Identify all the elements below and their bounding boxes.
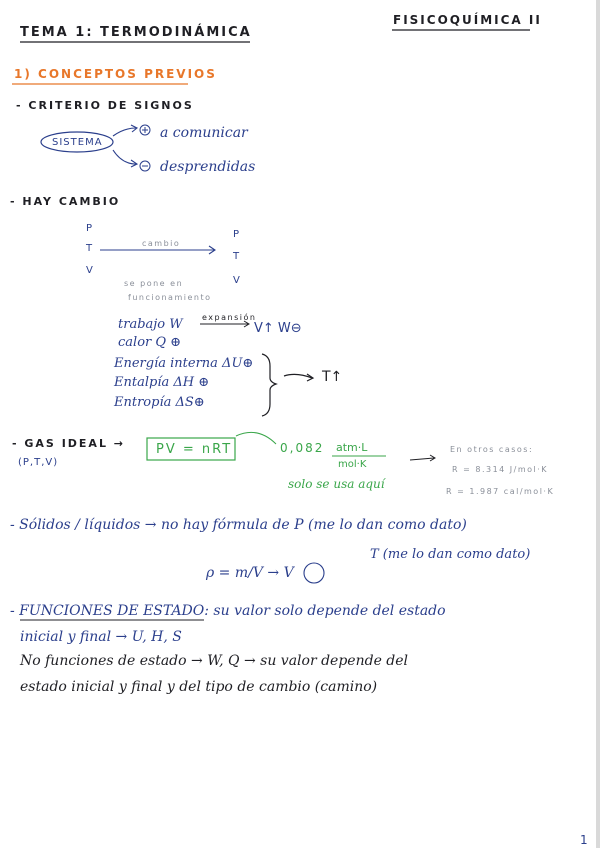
r-units-den: mol·K <box>338 459 367 470</box>
brace <box>262 354 276 416</box>
other-line3: R = 1.987 cal/mol·K <box>446 487 555 496</box>
minus-text: desprendidas <box>160 159 256 175</box>
criterio-label: - CRITERIO DE SIGNOS <box>16 99 194 112</box>
solidos-text: - Sólidos / líquidos → no hay fórmula de P (me lo dan como dato) <box>10 517 467 533</box>
solidos-t-line: T (me lo dan como dato) <box>370 547 531 562</box>
other-line1: En otros casos: <box>450 445 534 454</box>
var-right-p: P <box>233 229 241 240</box>
page-edge <box>596 0 600 848</box>
subject-title: FISICOQUÍMICA II <box>393 13 542 27</box>
arrow-minus <box>113 150 136 164</box>
note-line1: se pone en <box>124 279 184 288</box>
sistema-outline <box>41 132 113 152</box>
gas-label: - GAS IDEAL → <box>12 437 125 450</box>
note-line2: funcionamiento <box>128 293 212 302</box>
sistema-label: SISTEMA <box>52 137 103 148</box>
calor-text: calor Q ⊕ <box>118 335 182 350</box>
r-value: 0,082 <box>280 441 325 455</box>
v-circle <box>304 563 324 583</box>
funciones-line2: inicial y final → U, H, S <box>20 629 182 645</box>
page-number: 1 <box>580 833 588 847</box>
funciones-line1: - FUNCIONES DE ESTADO: su valor solo depende del estado <box>10 603 446 619</box>
solo-text: solo se usa aquí <box>288 477 385 491</box>
energia-text: Energía interna ΔU⊕ <box>114 356 254 371</box>
funciones-line4: estado inicial y final y del tipo de cambio (camino) <box>20 679 378 695</box>
var-left-v: V <box>86 265 94 276</box>
funciones-line3: No funciones de estado → W, Q → su valor depende del <box>20 653 409 669</box>
var-left-t: T <box>86 243 94 254</box>
cambio-label: - HAY CAMBIO <box>10 195 121 208</box>
page-title: TEMA 1: TERMODINÁMICA <box>20 25 252 40</box>
brace-result: T↑ <box>322 369 343 385</box>
trabajo-text: trabajo W <box>118 317 183 332</box>
r-units-num: atm·L <box>336 441 368 454</box>
trabajo-result: V↑ W⊖ <box>254 321 302 336</box>
other-line2: R = 8.314 J/mol·K <box>452 465 549 474</box>
entalpia-text: Entalpía ΔH ⊕ <box>114 375 210 390</box>
formula-box <box>147 438 235 460</box>
arrow-label: cambio <box>142 239 181 248</box>
plus-text: a comunicar <box>160 125 248 141</box>
formula-link <box>236 432 276 444</box>
trabajo-over: expansión <box>202 313 257 322</box>
gas-vars: (P,T,V) <box>18 457 59 468</box>
rho-formula: ρ = m/V → V <box>206 565 294 581</box>
var-right-t: T <box>233 251 241 262</box>
other-arrow <box>410 458 434 460</box>
section-heading: 1) CONCEPTOS PREVIOS <box>14 67 217 81</box>
var-left-p: P <box>86 223 94 234</box>
entropia-text: Entropía ΔS⊕ <box>114 395 205 410</box>
gas-formula: PV = nRT <box>156 442 233 457</box>
var-right-v: V <box>233 275 241 286</box>
